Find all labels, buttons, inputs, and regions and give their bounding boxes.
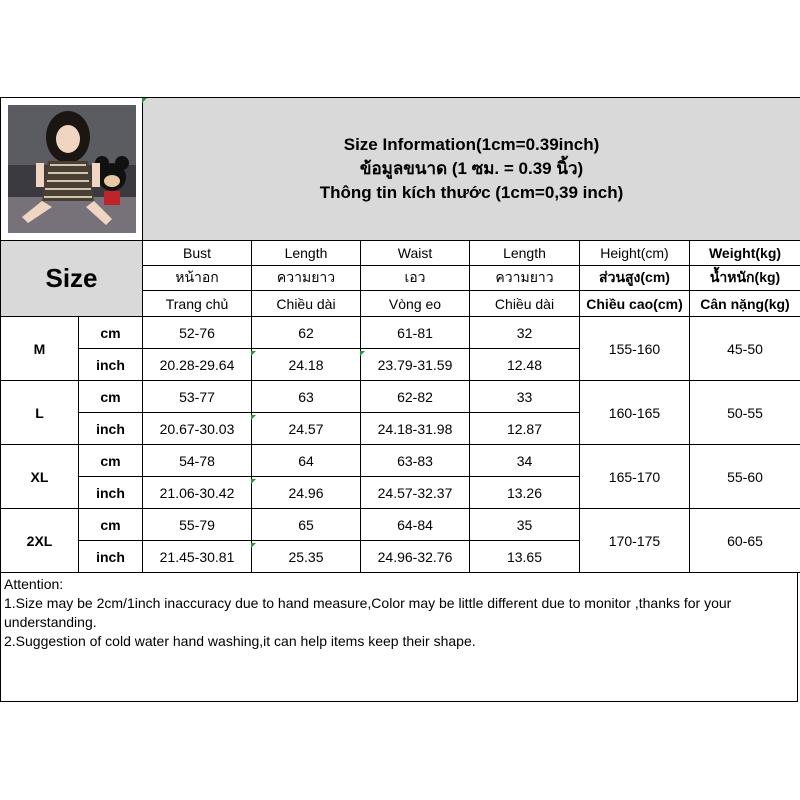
cell-corner-marker [251,351,256,356]
length-value: 24.57 [252,413,361,445]
weight-value: 60-65 [690,509,800,573]
bust-value: 20.67-30.03 [143,413,252,445]
length2-value: 13.26 [470,477,580,509]
cell-corner-marker [142,98,147,103]
attention-note-2: 2.Suggestion of cold water hand washing,it can help items keep their shape. [4,633,476,649]
bust-value: 21.06-30.42 [143,477,252,509]
info-line-vi: Thông tin kích thước (1cm=0,39 inch) [319,183,624,202]
weight-value: 45-50 [690,317,800,381]
waist-value: 23.79-31.59 [361,349,470,381]
length2-value: 12.87 [470,413,580,445]
bust-value: 20.28-29.64 [143,349,252,381]
attention-note-1: 1.Size may be 2cm/1inch inaccuracy due to hand measure,Color may be little different due to monitor ,thanks for your understanding. [4,595,732,630]
height-value: 165-170 [580,445,690,509]
waist-value: 61-81 [361,317,470,349]
col-bust-vi: Trang chủ [143,291,252,317]
table-row [1,509,800,541]
length-value: 25.35 [252,541,361,573]
col-height-th: ส่วนสูง(cm) [580,266,690,291]
length2-value: 33 [470,381,580,413]
size-name: L [1,381,79,445]
size-info-banner [143,98,800,241]
weight-value: 55-60 [690,445,800,509]
bust-value: 55-79 [143,509,252,541]
waist-value: 62-82 [361,381,470,413]
size-name: XL [1,445,79,509]
size-header-label: Size [45,263,98,293]
waist-value: 63-83 [361,445,470,477]
col-length-th: ความยาว [252,266,361,291]
length-value: 24.18 [252,349,361,381]
unit-label: cm [79,509,143,541]
length2-value: 34 [470,445,580,477]
cell-corner-marker [251,415,256,420]
col-length2-en: Length [470,241,580,266]
waist-value: 24.18-31.98 [361,413,470,445]
unit-label: cm [79,381,143,413]
col-weight-en: Weight(kg) [690,241,800,266]
col-length-en: Length [252,241,361,266]
length2-value: 12.48 [470,349,580,381]
unit-label: inch [79,541,143,573]
col-length-vi: Chiều dài [252,291,361,317]
length2-value: 32 [470,317,580,349]
unit-label: cm [79,445,143,477]
product-photo-cell [1,98,143,241]
col-height-vi: Chiều cao(cm) [580,291,690,317]
attention-title: Attention: [4,576,64,592]
table-row [1,317,800,349]
unit-label: inch [79,349,143,381]
waist-value: 64-84 [361,509,470,541]
table-row [1,381,800,413]
height-value: 170-175 [580,509,690,573]
col-length2-th: ความยาว [470,266,580,291]
length-value: 62 [252,317,361,349]
product-photo [8,105,136,233]
size-table [0,97,800,573]
size-header [1,241,143,317]
col-waist-en: Waist [361,241,470,266]
col-weight-vi: Cân nặng(kg) [690,291,800,317]
bust-value: 53-77 [143,381,252,413]
info-line-th: ข้อมูลขนาด (1 ซม. = 0.39 นิ้ว) [359,159,584,178]
info-line-en: Size Information(1cm=0.39inch) [343,135,600,154]
size-name: 2XL [1,509,79,573]
unit-label: cm [79,317,143,349]
col-waist-th: เอว [361,266,470,291]
cell-corner-marker [360,351,365,356]
bust-value: 52-76 [143,317,252,349]
length2-value: 35 [470,509,580,541]
table-row [1,445,800,477]
col-length2-vi: Chiều dài [470,291,580,317]
size-name: M [1,317,79,381]
height-value: 155-160 [580,317,690,381]
height-value: 160-165 [580,381,690,445]
weight-value: 50-55 [690,381,800,445]
length-value: 64 [252,445,361,477]
bust-value: 54-78 [143,445,252,477]
length-value: 24.96 [252,477,361,509]
size-chart [0,97,800,703]
col-bust-th: หน้าอก [143,266,252,291]
attention-notes [0,573,798,702]
cell-corner-marker [251,543,256,548]
unit-label: inch [79,477,143,509]
length-value: 65 [252,509,361,541]
waist-value: 24.57-32.37 [361,477,470,509]
length2-value: 13.65 [470,541,580,573]
col-waist-vi: Vòng eo [361,291,470,317]
bust-value: 21.45-30.81 [143,541,252,573]
unit-label: inch [79,413,143,445]
waist-value: 24.96-32.76 [361,541,470,573]
col-height-en: Height(cm) [580,241,690,266]
col-weight-th: น้ำหนัก(kg) [690,266,800,291]
col-bust-en: Bust [143,241,252,266]
cell-corner-marker [251,479,256,484]
length-value: 63 [252,381,361,413]
